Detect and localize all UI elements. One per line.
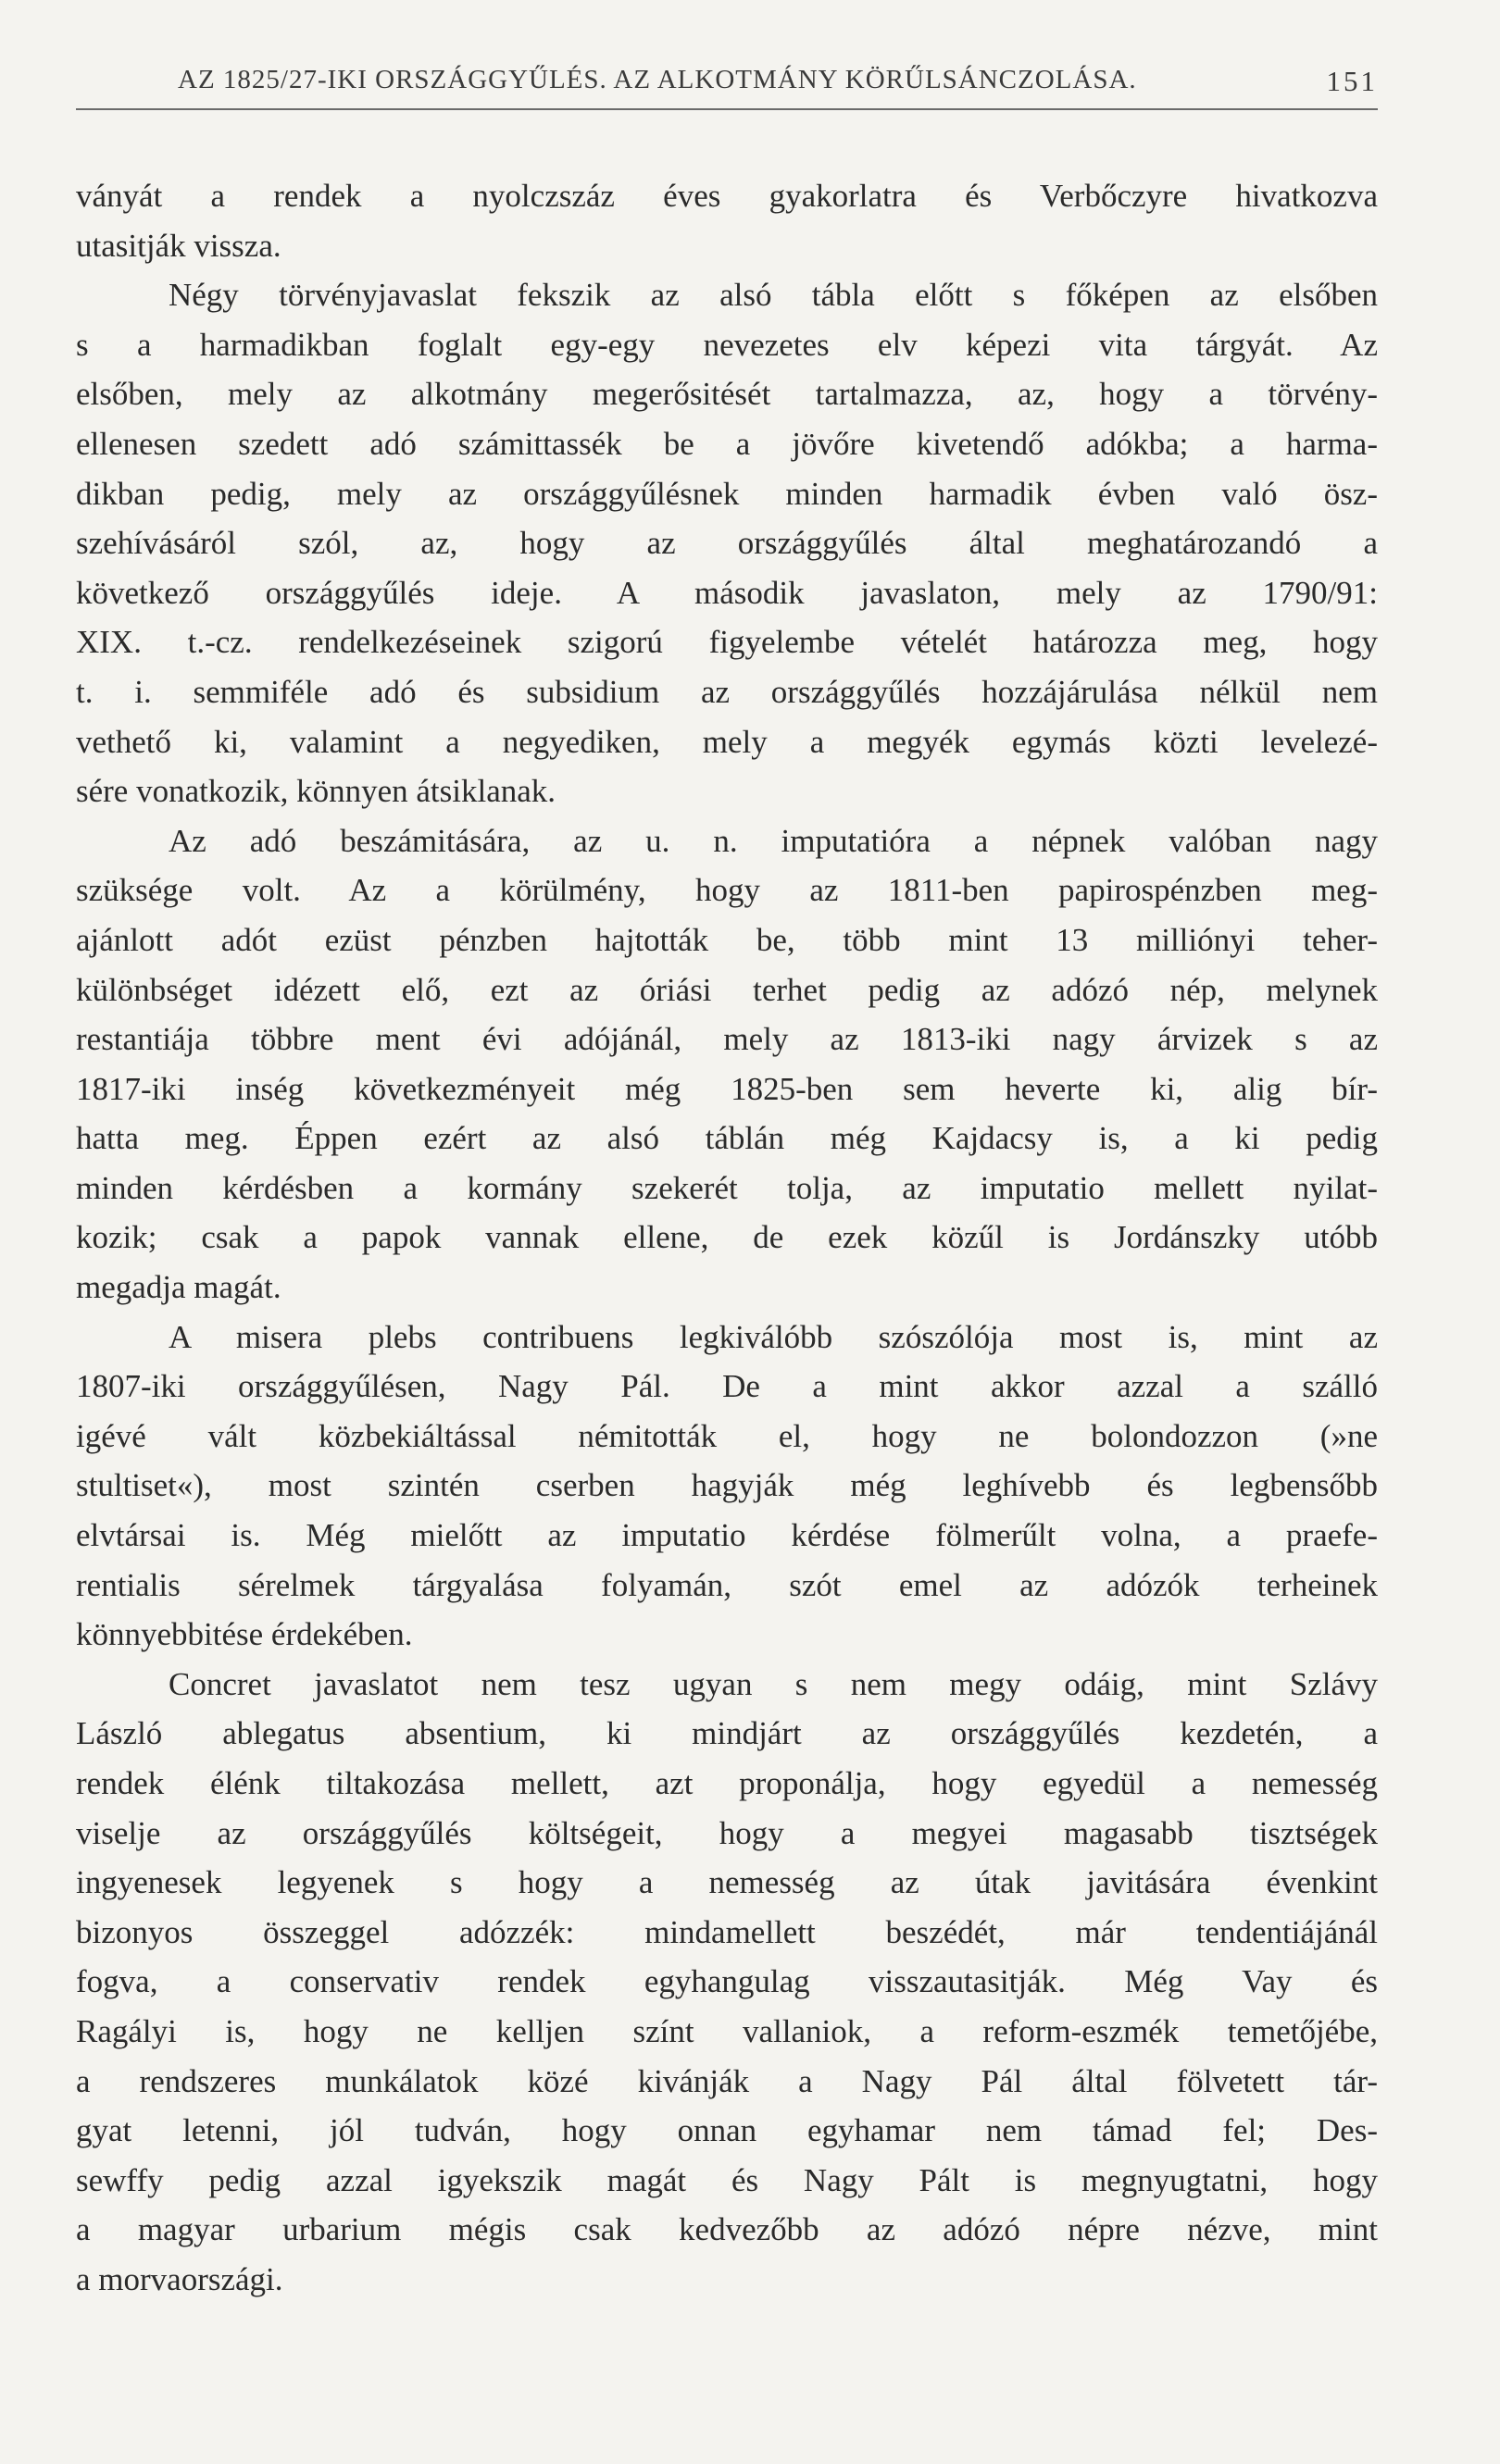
text-line: minden kérdésben a kormány szekerét tolja, az imputatio mellett nyilat- bbox=[76, 1169, 1378, 1206]
text-line: restantiája többre ment évi adójánál, mely az 1813-iki nagy árvizek s az bbox=[76, 1021, 1378, 1058]
text-line: Concret javaslatot nem tesz ugyan s nem megy odáig, mint Szlávy bbox=[169, 1665, 1378, 1702]
text-line: sére vonatkozik, könnyen átsiklanak. bbox=[76, 773, 556, 810]
text-line: s a harmadikban foglalt egy-egy nevezetes elv képezi vita tárgyát. Az bbox=[76, 326, 1378, 363]
text-line: A misera plebs contribuens legkiválóbb szószólója most is, mint az bbox=[169, 1318, 1378, 1355]
text-line: sewffy pedig azzal igyekszik magát és Nagy Pált is megnyugtatni, hogy bbox=[76, 2161, 1378, 2198]
text-line: László ablegatus absentium, ki mindjárt az országgyűlés kezdetén, a bbox=[76, 1715, 1378, 1752]
text-line: kozik; csak a papok vannak ellene, de ezek közűl is Jordánszky utóbb bbox=[76, 1219, 1378, 1256]
text-line: ingyenesek legyenek s hogy a nemesség az útak javitására évenkint bbox=[76, 1864, 1378, 1901]
text-line: szehívásáról szól, az, hogy az országgyűlés által meghatározandó a bbox=[76, 525, 1378, 562]
text-line: a rendszeres munkálatok közé kivánják a Nagy Pál által fölvetett tár- bbox=[76, 2062, 1378, 2099]
text-line: stultiset«), most szintén cserben hagyják még leghívebb és legbensőbb bbox=[76, 1467, 1378, 1504]
text-line: 1817-iki inség következményeit még 1825-ben sem heverte ki, alig bír- bbox=[76, 1070, 1378, 1107]
body-text bbox=[76, 171, 1378, 2305]
text-line: igévé vált közbekiáltással némitották el, hogy ne bolondozzon (»ne bbox=[76, 1417, 1378, 1454]
text-line: a morvaországi. bbox=[76, 2260, 283, 2297]
text-line: ajánlott adót ezüst pénzben hajtották be, több mint 13 milliónyi teher- bbox=[76, 921, 1378, 958]
text-line: rendek élénk tiltakozása mellett, azt proponálja, hogy egyedül a nemesség bbox=[76, 1765, 1378, 1801]
text-line: Négy törvényjavaslat fekszik az alsó tábla előtt s főképen az elsőben bbox=[169, 277, 1378, 314]
header-rule bbox=[76, 108, 1378, 110]
text-line: a magyar urbarium mégis csak kedvezőbb az adózó népre nézve, mint bbox=[76, 2211, 1378, 2248]
text-line: Az adó beszámitására, az u. n. imputatióra a népnek valóban nagy bbox=[169, 822, 1378, 859]
text-line: bizonyos összeggel adózzék: mindamellett beszédét, már tendentiájánál bbox=[76, 1913, 1378, 1950]
text-line: hatta meg. Éppen ezért az alsó táblán még Kajdacsy is, a ki pedig bbox=[76, 1120, 1378, 1157]
text-line: különbséget idézett elő, ezt az óriási terhet pedig az adózó nép, melynek bbox=[76, 971, 1378, 1008]
text-line: dikban pedig, mely az országgyűlésnek minden harmadik évben való ösz- bbox=[76, 475, 1378, 512]
text-line: rentialis sérelmek tárgyalása folyamán, szót emel az adózók terheinek bbox=[76, 1566, 1378, 1603]
text-line: ellenesen szedett adó számittassék be a jövőre kivetendő adókba; a harma- bbox=[76, 425, 1378, 462]
text-line: könnyebbitése érdekében. bbox=[76, 1616, 413, 1653]
text-line: szüksége volt. Az a körülmény, hogy az 1811-ben papirospénzben meg- bbox=[76, 872, 1378, 909]
text-line: gyat letenni, jól tudván, hogy onnan egyhamar nem támad fel; Des- bbox=[76, 2112, 1378, 2149]
page-number: 151 bbox=[1326, 65, 1378, 97]
text-line: fogva, a conservativ rendek egyhangulag visszautasitják. Még Vay és bbox=[76, 1963, 1378, 2000]
text-line: vethető ki, valamint a negyediken, mely a megyék egymás közti levelezé- bbox=[76, 723, 1378, 760]
text-line: t. i. semmiféle adó és subsidium az országgyűlés hozzájárulása nélkül nem bbox=[76, 673, 1378, 710]
running-head bbox=[76, 65, 1378, 106]
text-line: megadja magát. bbox=[76, 1269, 281, 1306]
text-line: elsőben, mely az alkotmány megerősitését tartalmazza, az, hogy a törvény- bbox=[76, 376, 1378, 413]
text-line: 1807-iki országgyűlésen, Nagy Pál. De a mint akkor azzal a szálló bbox=[76, 1368, 1378, 1405]
text-line: XIX. t.-cz. rendelkezéseinek szigorú figyelembe vételét határozza meg, hogy bbox=[76, 624, 1378, 661]
running-head-title: AZ 1825/27-IKI ORSZÁGGYŰLÉS. AZ ALKOTMÁNY KÖRŰLSÁNCZOLÁSA. bbox=[178, 65, 1137, 94]
text-line: viselje az országgyűlés költségeit, hogy a megyei magasabb tisztségek bbox=[76, 1814, 1378, 1851]
text-line: Ragályi is, hogy ne kelljen színt vallaniok, a reform-eszmék temetőjébe, bbox=[76, 2012, 1378, 2049]
text-line: ványát a rendek a nyolczszáz éves gyakorlatra és Verbőczyre hivatkozva bbox=[76, 178, 1378, 214]
text-line: elvtársai is. Még mielőtt az imputatio kérdése fölmerűlt volna, a praefe- bbox=[76, 1517, 1378, 1554]
text-line: utasitják vissza. bbox=[76, 227, 281, 264]
text-line: következő országgyűlés ideje. A második javaslaton, mely az 1790/91: bbox=[76, 574, 1378, 611]
